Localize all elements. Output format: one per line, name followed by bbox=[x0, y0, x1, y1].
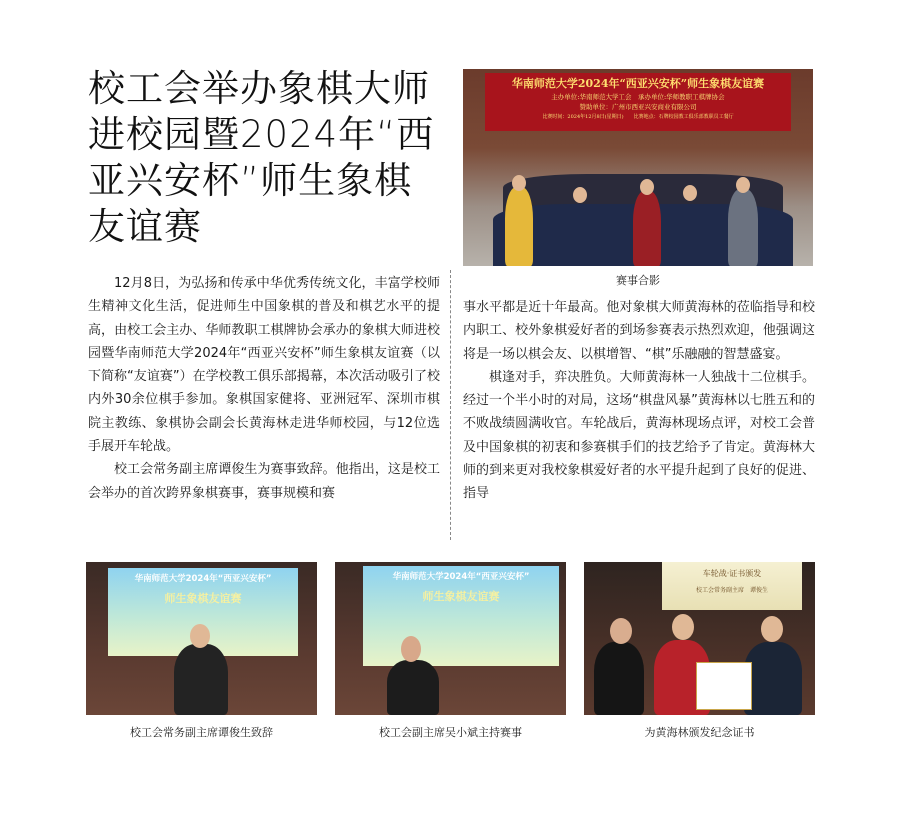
presenter-woman bbox=[594, 642, 644, 715]
screen-subtitle: 师生象棋友谊赛 bbox=[164, 592, 242, 605]
text-column-left bbox=[88, 272, 440, 505]
head bbox=[736, 177, 750, 193]
presenter-man bbox=[744, 642, 802, 715]
certificate bbox=[696, 662, 752, 710]
banner-line3: 比赛时间：2024年12月8日(星期日) 比赛地点：石牌校园教工俱乐部教职员工餐厅 bbox=[542, 114, 734, 120]
article-title: 校工会举办象棋大师进校园暨2024年“西亚兴安杯”师生象棋友谊赛 bbox=[88, 67, 435, 248]
group-photo-caption: 赛事合影 bbox=[616, 274, 660, 287]
column-divider bbox=[450, 270, 451, 540]
award-caption: 为黄海林颁发纪念证书 bbox=[644, 726, 755, 739]
award-screen bbox=[662, 562, 802, 610]
head bbox=[761, 616, 783, 642]
speech2-photo bbox=[335, 562, 566, 715]
award-photo bbox=[584, 562, 815, 715]
head bbox=[610, 618, 632, 644]
paragraph: 12月8日，为弘扬和传承中华优秀传统文化，丰富学校师生精神文化生活，促进师生中国象棋的普及和棋艺水平的提高，由校工会主办、华师教职工棋牌协会承办的象棋大师进校园暨华南师范大学2024年“西亚兴安杯”师生象棋友谊赛（以下简称“友谊赛”）在学校教工俱乐部揭幕，本次活动吸引了校内外30余位棋手参加。象棋国家健将、亚洲冠军、深圳市棋院主教练、象棋协会副会长黄海林走进华师校园，与12位选手展开车轮战。 bbox=[88, 276, 440, 455]
person-red bbox=[633, 191, 661, 266]
speaker-head bbox=[190, 624, 210, 648]
paragraph: 事水平都是近十年最高。他对象棋大师黄海林的莅临指导和校内职工、校外象棋爱好者的到场参赛表示热烈欢迎，他强调这将是一场以棋会友、以棋增智、“棋”乐融融的智慧盛宴。 bbox=[463, 300, 815, 362]
head bbox=[512, 175, 526, 191]
head bbox=[573, 187, 587, 203]
head bbox=[672, 614, 694, 640]
host-head bbox=[401, 636, 421, 662]
banner-line1: 主办单位:华南师范大学工会 承办单位:华师教职工棋牌协会 bbox=[551, 93, 725, 101]
speaker bbox=[174, 644, 228, 715]
text-column-right bbox=[463, 296, 815, 506]
banner-line2: 赞助单位：广州市西亚兴安商业有限公司 bbox=[579, 103, 697, 111]
paragraph: 棋逢对手，弈决胜负。大师黄海林一人独战十二位棋手。经过一个半小时的对局，这场“棋盘风暴”黄海林以七胜五和的不败战绩圆满收官。车轮战后，黄海林现场点评，对校工会普及中国象棋的初衷和参赛棋手们的技艺给予了肯定。黄海林大师的到来更对我校象棋爱好者的水平提升起到了良好的促进、指导 bbox=[463, 369, 815, 502]
person-yellow bbox=[505, 187, 533, 266]
speech1-caption: 校工会常务副主席谭俊生致辞 bbox=[130, 726, 273, 739]
paragraph: 校工会常务副主席谭俊生为赛事致辞。他指出，这是校工会举办的首次跨界象棋赛事，赛事规模和赛 bbox=[88, 462, 440, 501]
screen-title: 华南师范大学2024年“西亚兴安杯” bbox=[392, 572, 530, 582]
banner-title: 华南师范大学2024年“西亚兴安杯”师生象棋友谊赛 bbox=[511, 77, 765, 90]
screen-subtitle: 校工会常务副主席 谭俊生 bbox=[695, 587, 768, 594]
head bbox=[683, 185, 697, 201]
speech2-screen bbox=[363, 566, 559, 666]
group-photo-banner bbox=[485, 73, 791, 131]
speech1-photo bbox=[86, 562, 317, 715]
head bbox=[640, 179, 654, 195]
screen-title: 车轮战·证书颁发 bbox=[702, 569, 762, 578]
screen-subtitle: 师生象棋友谊赛 bbox=[422, 590, 500, 603]
person-grey bbox=[728, 189, 758, 266]
host bbox=[387, 660, 439, 715]
group-photo bbox=[463, 69, 813, 266]
speech2-caption: 校工会副主席吴小斌主持赛事 bbox=[379, 726, 522, 739]
screen-title: 华南师范大学2024年“西亚兴安杯” bbox=[134, 574, 272, 584]
